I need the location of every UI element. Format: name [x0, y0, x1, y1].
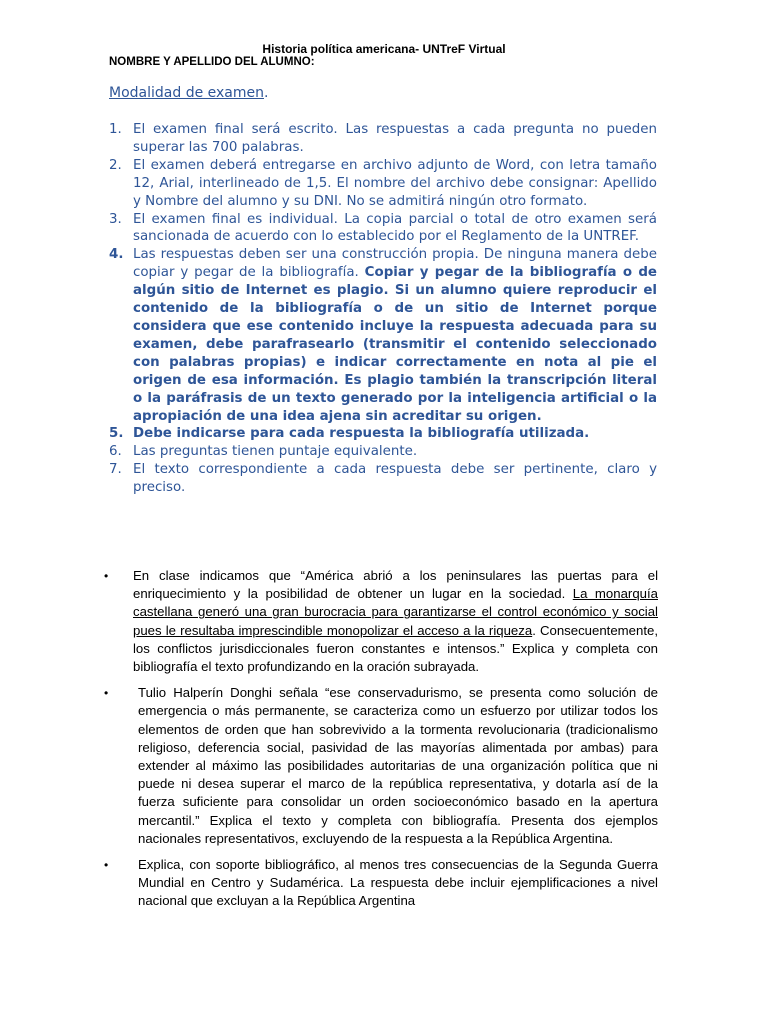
- rule-text-bold: Copiar y pegar de la bibliografía o de algún sitio de Internet es plagio. Si un alumno quiere reproducir el contenido de la bibliografía o de un sitio de Internet porque considera que ese contenido incluye la respuesta adecuada para su examen, debe parafrasearlo (transmitir el contenido seleccionado con palabras propias) e indicar correctamente en nota al pie el origen de esa información. Es plagio también la transcripción literal o la paráfrasis de un texto generado por la inteligencia artificial o la apropiación de una idea ajena sin acreditar su origen.: [133, 265, 657, 424]
- rule-item: [109, 425, 657, 443]
- section-heading: [109, 85, 268, 101]
- bullet-icon: •: [104, 686, 109, 701]
- rule-text: Las respuestas deben ser una construcción propia. De ninguna manera debe copiar y pegar de la bibliografía.: [133, 247, 657, 281]
- question-underlined-text: La monarquía castellana generó una gran burocracia para garantizarse el control económico y social pues le resultaba imprescindible monopolizar el acceso a la riqueza: [133, 586, 658, 638]
- rule-text: Las preguntas tienen puntaje equivalente.: [133, 444, 418, 460]
- question-item: [104, 856, 658, 911]
- rule-item: [109, 121, 657, 157]
- student-name-label: NOMBRE Y APELLIDO DEL ALUMNO:: [109, 56, 315, 68]
- rule-number: 2.: [109, 157, 122, 173]
- rule-text: El examen final será escrito. Las respuestas a cada pregunta no pueden superar las 700 palabras.: [133, 122, 657, 155]
- question-text: Explica, con soporte bibliográfico, al menos tres consecuencias de la Segunda Guerra Mundial en Centro y Sudamérica. La respuesta debe incluir ejemplificaciones a nivel nacional que excluyan a la República Argentina: [138, 857, 658, 909]
- document-title: Historia política americana- UNTreF Virtual: [262, 42, 506, 56]
- rule-item: [109, 211, 657, 247]
- rule-item: [109, 246, 657, 425]
- question-text: Tulio Halperín Donghi señala “ese conservadurismo, se presenta como solución de emergencia o más permanente, se caracteriza como un esfuerzo por utilizar todos los elementos de orden que han sobrevivido a la tormenta revolucionaria (tradicionalismo religioso, deferencia social, pasividad de las mayorías alimentada por ambas) para extender al máximo las posibilidades autoritarias de una organización política que ni puede ni desea superar el marco de la república representativa, y dotarla así de la fuerza suficiente para consolidar un orden socioeconómico basado en la apertura mercantil.” Explica el texto y completa con bibliografía. Presenta dos ejemplos nacionales representativos, excluyendo de la respuesta a la República Argentina.: [138, 685, 658, 846]
- rule-text: El texto correspondiente a cada respuesta debe ser pertinente, claro y preciso.: [133, 462, 657, 496]
- rule-number: 7.: [109, 462, 122, 478]
- section-heading-suffix: .: [264, 85, 269, 101]
- question-item: [104, 684, 658, 848]
- rule-text: El examen deberá entregarse en archivo adjunto de Word, con letra tamaño 12, Arial, interlineado de 1,5. El nombre del archivo debe consignar: Apellido y Nombre del alumno y su DNI. No se admitirá ningún otro formato.: [133, 157, 657, 209]
- rule-item: [109, 443, 657, 461]
- rule-text: Debe indicarse para cada respuesta la bibliografía utilizada.: [133, 426, 590, 442]
- question-text-after: . Consecuentemente, los conflictos jurisdiccionales fueron constantes e intensos.” Explica y completa con bibliografía el texto profundizando en la oración subrayada.: [133, 622, 658, 675]
- rule-number: 3.: [109, 211, 122, 227]
- bullet-icon: •: [104, 569, 109, 583]
- questions-list: [104, 567, 658, 911]
- rule-number: 4.: [109, 247, 124, 263]
- question-item: [104, 567, 658, 676]
- section-heading-text: Modalidad de examen: [109, 85, 264, 101]
- rule-item: [109, 461, 657, 497]
- rule-number: 6.: [109, 444, 122, 460]
- bullet-icon: •: [104, 858, 109, 873]
- exam-rules-list: [109, 121, 657, 497]
- question-text: En clase indicamos que “América abrió a los peninsulares las puertas para el enriquecimiento y la posibilidad de obtener un lugar en la sociedad.: [133, 568, 658, 602]
- rule-text: El examen final es individual. La copia parcial o total de otro examen será sancionada de acuerdo con lo establecido por el Reglamento de la UNTREF.: [133, 211, 657, 245]
- rule-number: 5.: [109, 426, 124, 442]
- rule-item: [109, 157, 657, 211]
- rule-number: 1.: [109, 122, 122, 137]
